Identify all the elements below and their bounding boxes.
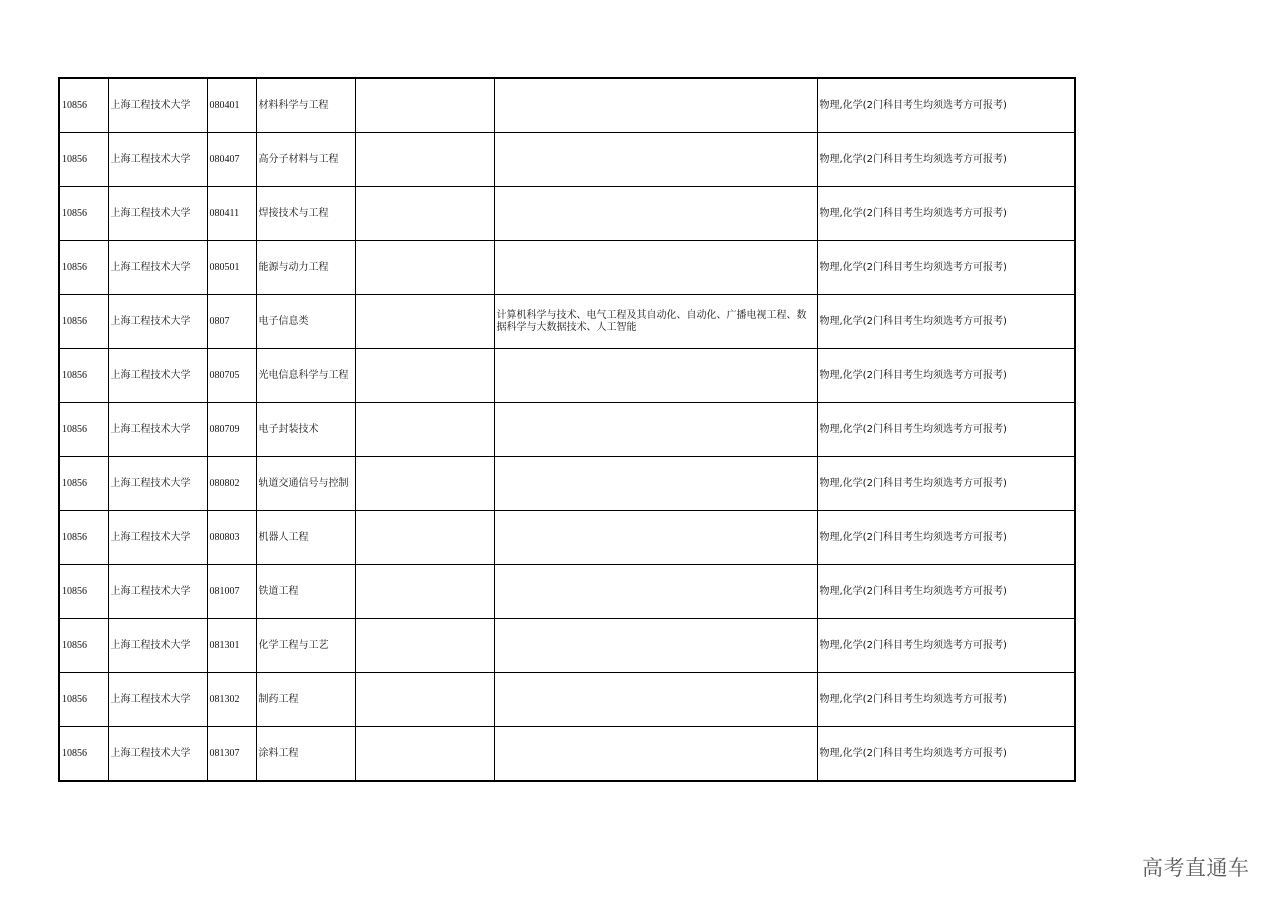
major-code-cell: 080407	[207, 133, 256, 187]
major-code-cell: 080705	[207, 349, 256, 403]
school-name-cell: 上海工程技术大学	[108, 727, 207, 782]
major-code-cell: 080401	[207, 78, 256, 133]
table-row	[59, 673, 1075, 727]
subject-requirement-cell: 物理,化学(2门科目考生均须选考方可报考)	[817, 673, 1075, 727]
table-row	[59, 187, 1075, 241]
major-name-cell: 轨道交通信号与控制	[256, 457, 355, 511]
table-row	[59, 457, 1075, 511]
watermark-text: 高考直通车	[1142, 856, 1250, 880]
table-row	[59, 295, 1075, 349]
included-majors-cell	[494, 241, 817, 295]
included-majors-cell	[494, 187, 817, 241]
empty-cell	[355, 673, 494, 727]
table-row	[59, 727, 1075, 782]
school-code-cell: 10856	[59, 295, 108, 349]
school-code-cell: 10856	[59, 457, 108, 511]
school-code-cell: 10856	[59, 78, 108, 133]
school-name-cell: 上海工程技术大学	[108, 457, 207, 511]
school-code-cell: 10856	[59, 673, 108, 727]
major-code-cell: 080709	[207, 403, 256, 457]
major-code-cell: 080803	[207, 511, 256, 565]
major-name-cell: 铁道工程	[256, 565, 355, 619]
empty-cell	[355, 187, 494, 241]
included-majors-cell	[494, 133, 817, 187]
empty-cell	[355, 133, 494, 187]
school-code-cell: 10856	[59, 511, 108, 565]
major-code-cell: 081302	[207, 673, 256, 727]
subject-requirement-cell: 物理,化学(2门科目考生均须选考方可报考)	[817, 295, 1075, 349]
school-name-cell: 上海工程技术大学	[108, 565, 207, 619]
table-row	[59, 133, 1075, 187]
included-majors-cell	[494, 349, 817, 403]
subject-requirement-cell: 物理,化学(2门科目考生均须选考方可报考)	[817, 619, 1075, 673]
school-name-cell: 上海工程技术大学	[108, 511, 207, 565]
subject-requirement-cell: 物理,化学(2门科目考生均须选考方可报考)	[817, 565, 1075, 619]
included-majors-cell	[494, 673, 817, 727]
school-name-cell: 上海工程技术大学	[108, 133, 207, 187]
major-name-cell: 光电信息科学与工程	[256, 349, 355, 403]
empty-cell	[355, 565, 494, 619]
school-code-cell: 10856	[59, 187, 108, 241]
major-name-cell: 电子封装技术	[256, 403, 355, 457]
major-requirements-table	[58, 77, 1076, 782]
subject-requirement-cell: 物理,化学(2门科目考生均须选考方可报考)	[817, 349, 1075, 403]
school-name-cell: 上海工程技术大学	[108, 403, 207, 457]
school-code-cell: 10856	[59, 403, 108, 457]
empty-cell	[355, 349, 494, 403]
major-code-cell: 081007	[207, 565, 256, 619]
school-code-cell: 10856	[59, 565, 108, 619]
major-code-cell: 080802	[207, 457, 256, 511]
table-row	[59, 511, 1075, 565]
table-body	[59, 78, 1075, 781]
school-code-cell: 10856	[59, 727, 108, 782]
school-code-cell: 10856	[59, 619, 108, 673]
empty-cell	[355, 295, 494, 349]
subject-requirement-cell: 物理,化学(2门科目考生均须选考方可报考)	[817, 457, 1075, 511]
major-name-cell: 涂料工程	[256, 727, 355, 782]
major-code-cell: 080501	[207, 241, 256, 295]
subject-requirement-cell: 物理,化学(2门科目考生均须选考方可报考)	[817, 511, 1075, 565]
table-row	[59, 403, 1075, 457]
table-row	[59, 78, 1075, 133]
school-name-cell: 上海工程技术大学	[108, 619, 207, 673]
table-row	[59, 349, 1075, 403]
subject-requirement-cell: 物理,化学(2门科目考生均须选考方可报考)	[817, 78, 1075, 133]
major-name-cell: 机器人工程	[256, 511, 355, 565]
included-majors-cell	[494, 619, 817, 673]
empty-cell	[355, 511, 494, 565]
empty-cell	[355, 403, 494, 457]
subject-requirement-cell: 物理,化学(2门科目考生均须选考方可报考)	[817, 187, 1075, 241]
included-majors-cell	[494, 511, 817, 565]
included-majors-cell	[494, 78, 817, 133]
school-code-cell: 10856	[59, 133, 108, 187]
major-code-cell: 081307	[207, 727, 256, 782]
empty-cell	[355, 241, 494, 295]
subject-requirement-cell: 物理,化学(2门科目考生均须选考方可报考)	[817, 133, 1075, 187]
school-name-cell: 上海工程技术大学	[108, 295, 207, 349]
subject-requirement-cell: 物理,化学(2门科目考生均须选考方可报考)	[817, 727, 1075, 782]
empty-cell	[355, 457, 494, 511]
empty-cell	[355, 727, 494, 782]
major-name-cell: 电子信息类	[256, 295, 355, 349]
subject-requirement-cell: 物理,化学(2门科目考生均须选考方可报考)	[817, 241, 1075, 295]
table-row	[59, 619, 1075, 673]
major-name-cell: 材料科学与工程	[256, 78, 355, 133]
major-name-cell: 能源与动力工程	[256, 241, 355, 295]
major-code-cell: 080411	[207, 187, 256, 241]
included-majors-cell	[494, 457, 817, 511]
school-code-cell: 10856	[59, 241, 108, 295]
table-row	[59, 565, 1075, 619]
major-name-cell: 高分子材料与工程	[256, 133, 355, 187]
major-code-cell: 081301	[207, 619, 256, 673]
major-name-cell: 焊接技术与工程	[256, 187, 355, 241]
school-name-cell: 上海工程技术大学	[108, 349, 207, 403]
school-name-cell: 上海工程技术大学	[108, 78, 207, 133]
major-name-cell: 化学工程与工艺	[256, 619, 355, 673]
school-name-cell: 上海工程技术大学	[108, 187, 207, 241]
school-name-cell: 上海工程技术大学	[108, 241, 207, 295]
subject-requirement-cell: 物理,化学(2门科目考生均须选考方可报考)	[817, 403, 1075, 457]
major-code-cell: 0807	[207, 295, 256, 349]
included-majors-cell	[494, 727, 817, 782]
school-name-cell: 上海工程技术大学	[108, 673, 207, 727]
included-majors-cell: 计算机科学与技术、电气工程及其自动化、自动化、广播电视工程、数据科学与大数据技术、人工智能	[494, 295, 817, 349]
included-majors-cell	[494, 565, 817, 619]
school-code-cell: 10856	[59, 349, 108, 403]
included-majors-cell	[494, 403, 817, 457]
table-row	[59, 241, 1075, 295]
major-name-cell: 制药工程	[256, 673, 355, 727]
empty-cell	[355, 78, 494, 133]
empty-cell	[355, 619, 494, 673]
